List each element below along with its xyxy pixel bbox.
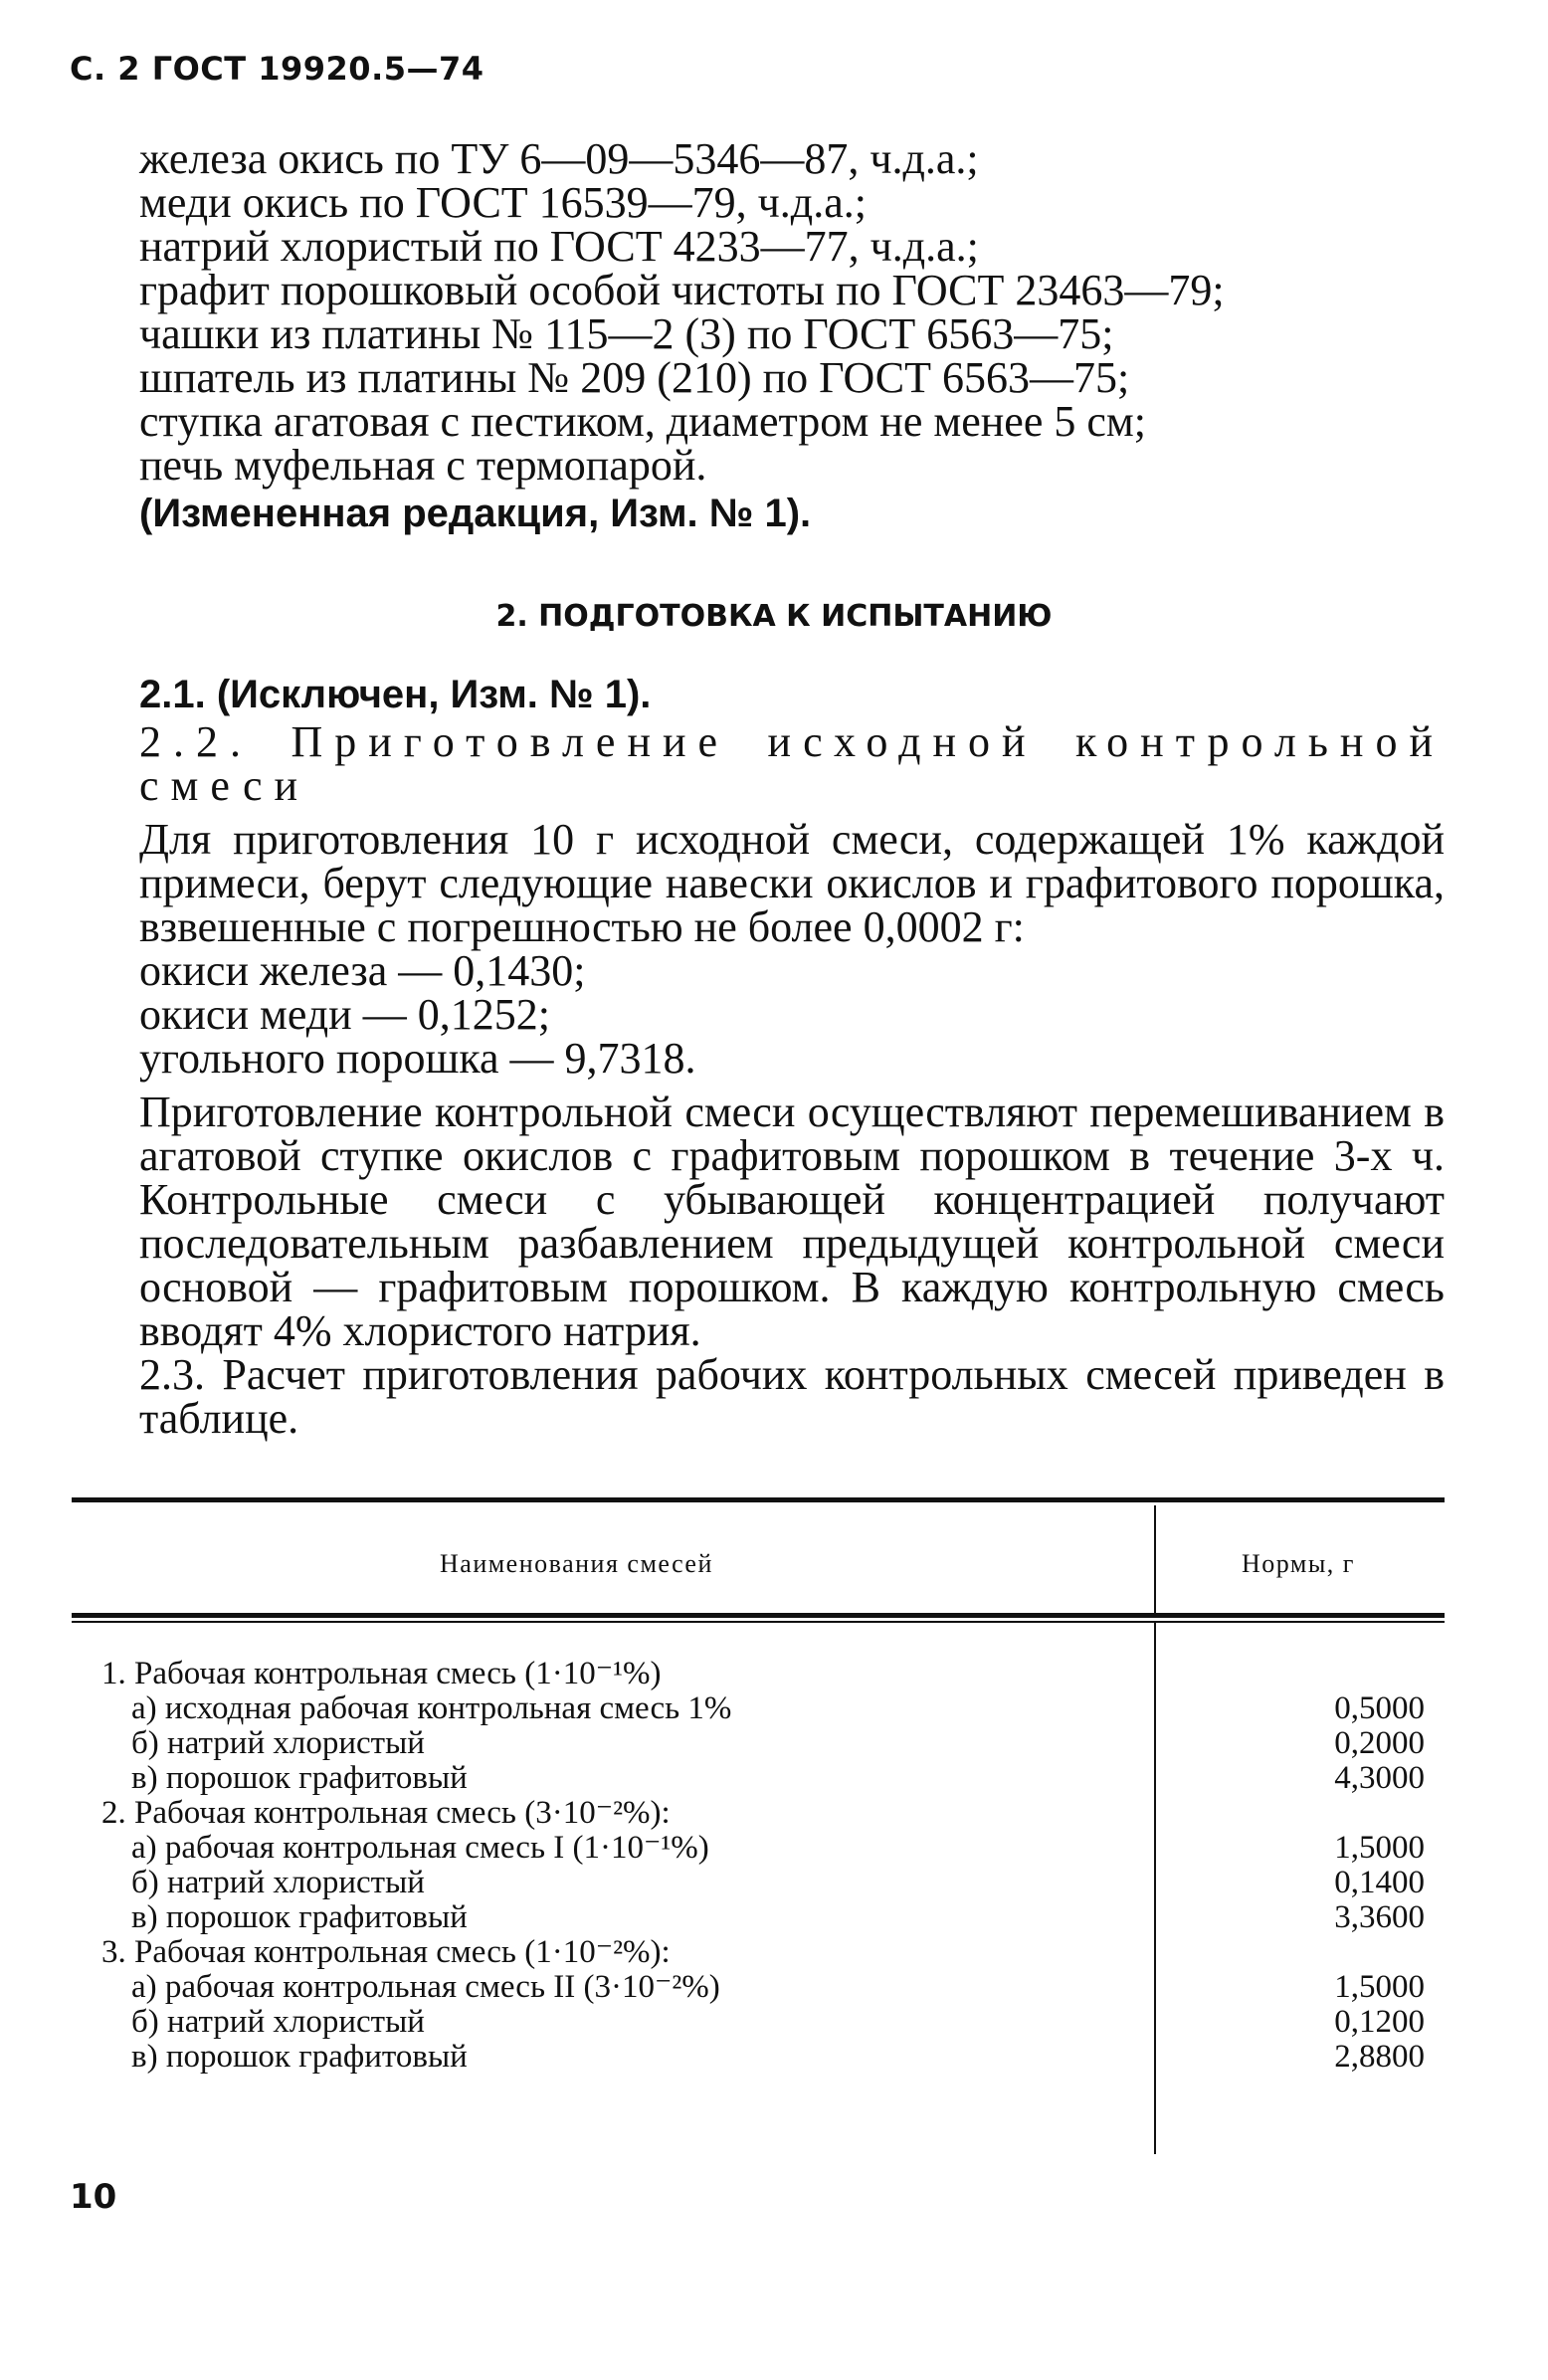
table-row: 1. Рабочая контрольная смесь (1·10⁻¹%): [101, 1656, 662, 1691]
clause-2-2-text2: Приготовление контрольной смеси осуществляют перемешиванием в агатовой ступке окислов с графитовым порошком в течение 3-х ч. Контрольные смеси с убывающей концентрацией получают последовательным разбавлением предыдущей контрольной смеси основой — графитовым порошком. В каждую контрольную смесь вводят 4% хлористого натрия.: [139, 1088, 1445, 1355]
material-item: железа окись по ТУ 6—09—5346—87, ч.д.а.;: [139, 134, 979, 183]
column-divider: [1154, 1505, 1156, 1613]
table-row: б) натрий хлористый 0,1400: [131, 1865, 1425, 1900]
section-heading: 2. ПОДГОТОВКА К ИСПЫТАНИЮ: [495, 599, 1053, 634]
table-row: в) порошок графитовый 4,3000: [131, 1760, 1425, 1796]
material-item: ступка агатовая с пестиком, диаметром не менее 5 см;: [139, 397, 1146, 446]
header-rule-2: [72, 1621, 1445, 1623]
header-rule: [72, 1613, 1445, 1618]
materials-list: [139, 134, 1452, 535]
table-row: 3. Рабочая контрольная смесь (1·10⁻²%):: [101, 1934, 671, 1970]
page-header: С. 2 ГОСТ 19920.5—74: [70, 50, 484, 88]
column-header-name: Наименования смесей: [440, 1549, 713, 1578]
material-item: меди окись по ГОСТ 16539—79, ч.д.а.;: [139, 178, 867, 227]
table-row: в) порошок графитовый 2,8800: [131, 2039, 1425, 2075]
section-body: [72, 673, 1445, 1441]
material-item: печь муфельная с термопарой.: [139, 441, 707, 490]
table-row: б) натрий хлористый 0,1200: [131, 2004, 1425, 2040]
clause-2-2-heading: 2.2. Приготовление исходной контрольной смеси: [139, 717, 1445, 810]
table-row: а) рабочая контрольная смесь II (3·10⁻²%) 1,5000: [131, 1969, 1425, 2005]
material-item: шпатель из платины № 209 (210) по ГОСТ 6563—75;: [139, 353, 1130, 402]
material-item: графит порошковый особой чистоты по ГОСТ 23463—79;: [139, 266, 1225, 314]
table-row: 2. Рабочая контрольная смесь (3·10⁻²%):: [101, 1795, 671, 1831]
column-header-value: Нормы, г: [1242, 1549, 1355, 1578]
clause-2-3: 2.3. Расчет приготовления рабочих контрольных смесей приведен в таблице.: [139, 1350, 1445, 1443]
table-row: б) натрий хлористый 0,2000: [131, 1725, 1425, 1761]
table-row: а) рабочая контрольная смесь I (1·10⁻¹%) 1,5000: [131, 1830, 1425, 1866]
weight-item: угольного порошка — 9,7318.: [139, 1034, 696, 1083]
table-row: в) порошок графитовый 3,3600: [131, 1899, 1425, 1935]
material-item: натрий хлористый по ГОСТ 4233—77, ч.д.а.;: [139, 222, 979, 271]
clause-2-1: 2.1. (Исключен, Изм. № 1).: [139, 673, 652, 716]
weight-item: окиси железа — 0,1430;: [139, 946, 586, 995]
weight-item: окиси меди — 0,1252;: [139, 990, 550, 1039]
material-item: чашки из платины № 115—2 (3) по ГОСТ 6563—75;: [139, 309, 1114, 358]
mixtures-table: [72, 1497, 1445, 2154]
amendment-note: (Измененная редакция, Изм. № 1).: [139, 492, 812, 535]
table-top-rule: [72, 1497, 1445, 1502]
page-number: 10: [70, 2177, 117, 2217]
clause-2-2-text: Для приготовления 10 г исходной смеси, содержащей 1% каждой примеси, берут следующие навески окислов и графитового порошка, взвешенные с погрешностью не более 0,0002 г:: [139, 815, 1445, 951]
table-body: [101, 1657, 1435, 2075]
table-row: а) исходная рабочая контрольная смесь 1% 0,5000: [131, 1690, 1425, 1726]
